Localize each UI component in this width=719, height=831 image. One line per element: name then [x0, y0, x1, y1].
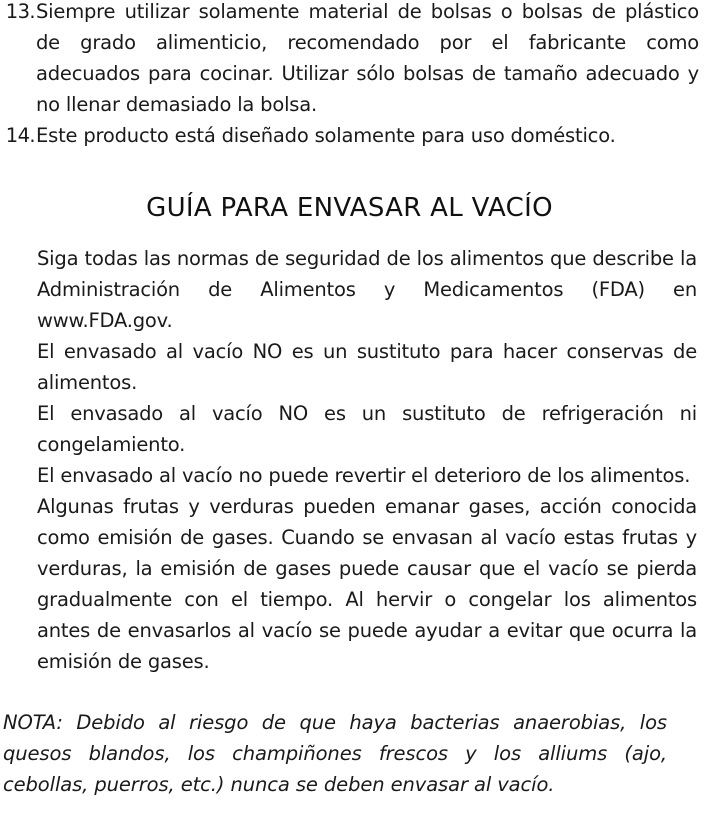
section-title: GUÍA PARA ENVASAR AL VACÍO	[146, 193, 553, 223]
list-item-text: Siempre utilizar solamente material de bolsas o bolsas de plástico de grado alimenticio, recomendado por el fabricante como adecuados para cocinar. Utilizar sólo bolsas de tamaño adecuado y no llenar demasiado la bolsa.	[36, 0, 699, 116]
guide-paragraph: Siga todas las normas de seguridad de los alimentos que describe la Administración de Alimentos y Medicamentos (FDA) en www.FDA.gov.	[37, 247, 697, 332]
list-item-text: Este producto está diseñado solamente para uso doméstico.	[36, 124, 616, 147]
guide-paragraph: El envasado al vacío NO es un sustituto para hacer conservas de alimentos.	[37, 340, 697, 394]
vacuum-guide-body	[37, 243, 697, 677]
note-text: NOTA: Debido al riesgo de que haya bacterias anaerobias, los quesos blandos, los champiñones frescos y los alliums (ajo, cebollas, puerros, etc.) nunca se deben envasar al vacío.	[3, 711, 667, 796]
list-item	[0, 120, 699, 151]
list-item-number: 14.	[5, 124, 35, 147]
list-item	[0, 0, 699, 120]
safety-instructions-list	[0, 0, 699, 151]
list-item-number: 13.	[5, 0, 35, 23]
guide-paragraph: El envasado al vacío NO es un sustituto de refrigeración ni congelamiento.	[37, 402, 697, 456]
guide-paragraph: El envasado al vacío no puede revertir el deterioro de los alimentos.	[37, 464, 691, 487]
guide-paragraph: Algunas frutas y verduras pueden emanar gases, acción conocida como emisión de gases. Cuando se envasan al vacío estas frutas y verduras, la emisión de gases puede causar que el vacío se pierda gradualmente con el tiempo. Al hervir o congelar los alimentos antes de envasarlos al vacío se puede ayudar a evitar que ocurra la emisión de gases.	[37, 495, 697, 673]
